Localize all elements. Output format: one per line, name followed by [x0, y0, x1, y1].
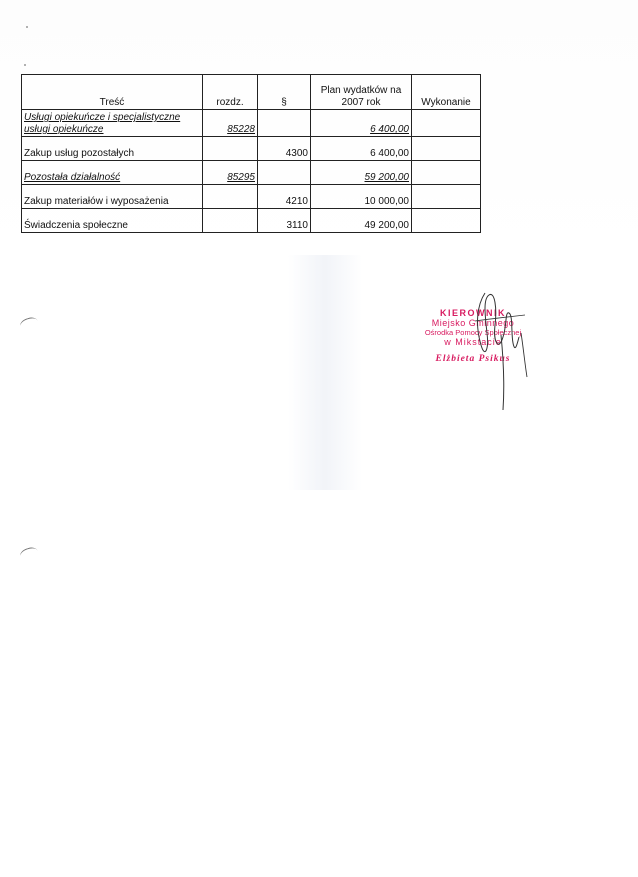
header-plan-line1: Plan wydatków na [320, 85, 402, 96]
row-plan: 6 400,00 [311, 110, 412, 137]
header-wykonanie: Wykonanie [412, 75, 481, 110]
row-plan: 6 400,00 [311, 137, 412, 161]
stamp-line2: Ośrodka Pomocy Społecznej [424, 328, 522, 337]
row-desc [22, 110, 203, 137]
row-rozdz: 85295 [203, 161, 258, 185]
row-wykonanie [412, 137, 481, 161]
row-wykonanie [412, 209, 481, 233]
row-rozdz [203, 209, 258, 233]
row-paragraph [258, 161, 311, 185]
stamp-name: Elżbieta Psikus [435, 354, 511, 364]
row-rozdz [203, 185, 258, 209]
row-rozdz: 85228 [203, 110, 258, 137]
table-row [22, 209, 481, 233]
table-row [22, 185, 481, 209]
header-plan-line2: 2007 rok [341, 97, 381, 108]
table-row [22, 137, 481, 161]
row-wykonanie [412, 185, 481, 209]
row-desc: Zakup usług pozostałych [22, 137, 203, 161]
stamp-title: KIEROWNIK [440, 308, 506, 318]
table-row [22, 161, 481, 185]
table-header-row [22, 75, 481, 110]
row-desc-line1: Usługi opiekuńcze i specjalistyczne [24, 112, 181, 123]
row-plan: 59 200,00 [311, 161, 412, 185]
header-desc: Treść [22, 75, 203, 110]
header-paragraph: § [258, 75, 311, 110]
row-plan: 49 200,00 [311, 209, 412, 233]
scan-speck [24, 64, 26, 66]
row-desc-line2: usługi opiekuńcze [24, 124, 104, 135]
handwritten-signature-icon [455, 285, 545, 415]
row-desc: Zakup materiałów i wyposażenia [22, 185, 203, 209]
row-paragraph: 4300 [258, 137, 311, 161]
row-rozdz [203, 137, 258, 161]
scan-speck [26, 26, 28, 28]
budget-table [21, 74, 481, 233]
table-row [22, 110, 481, 137]
header-plan [311, 75, 412, 110]
header-rozdz: rozdz. [203, 75, 258, 110]
row-plan: 10 000,00 [311, 185, 412, 209]
row-paragraph: 3110 [258, 209, 311, 233]
stamp-line3: w Mikstacie [444, 337, 502, 347]
row-wykonanie [412, 110, 481, 137]
stamp-line1: Miejsko Gminnego [431, 318, 515, 328]
row-paragraph [258, 110, 311, 137]
row-paragraph: 4210 [258, 185, 311, 209]
row-desc: Świadczenia społeczne [22, 209, 203, 233]
scan-streak [288, 255, 362, 490]
row-wykonanie [412, 161, 481, 185]
row-desc: Pozostała działalność [22, 161, 203, 185]
